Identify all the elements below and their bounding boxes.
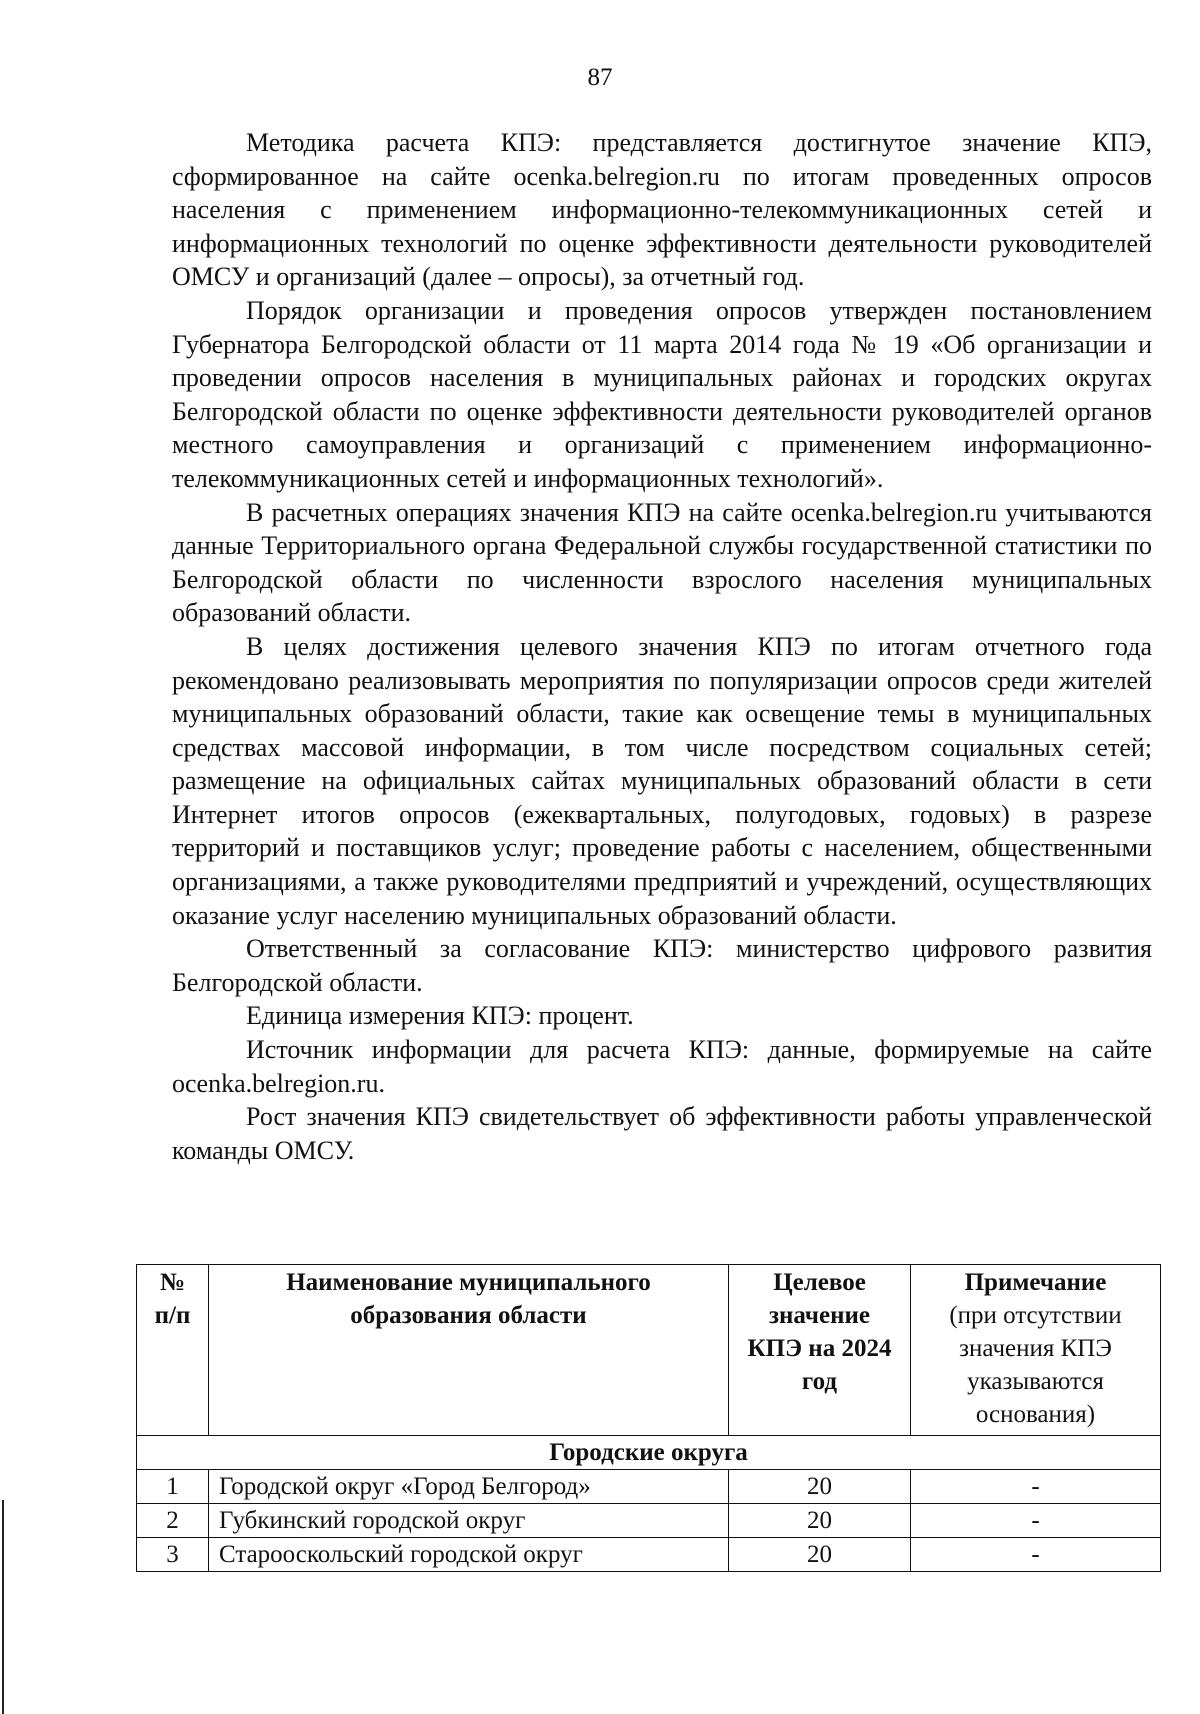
- row-municipality-name: Старооскольский городской округ: [209, 1538, 729, 1572]
- paragraph-methodology: Методика расчета КПЭ: представляется достигнутое значение КПЭ, сформированное на сайте ocenka.belregion.ru по итогам проведенных опросов населения с применением информационно-телекоммуникационных сетей и информационных технологий по оценке эффективности деятельности руководителей ОМСУ и организаций (далее – опросы), за отчетный год.: [172, 128, 1152, 292]
- row-note: -: [911, 1504, 1161, 1538]
- row-municipality-name: Городской округ «Город Белгород»: [209, 1470, 729, 1504]
- group-row-city-districts: [137, 1436, 1161, 1470]
- page-number: 87: [587, 64, 613, 91]
- paragraph-responsible: Ответственный за согласование КПЭ: министерство цифрового развития Белгородской области.: [172, 934, 1152, 997]
- row-number: 1: [137, 1470, 209, 1504]
- row-target-value: 20: [729, 1538, 911, 1572]
- paragraph-unit: Единица измерения КПЭ: процент.: [246, 1001, 634, 1031]
- header-municipality-name: Наименование муниципального образования области: [209, 1265, 729, 1436]
- paragraph-calculation-data: В расчетных операциях значения КПЭ на сайте ocenka.belregion.ru учитываются данные Территориального органа Федеральной службы государственной статистики по Белгородской области по численности взрослого населения муниципальных образований области.: [172, 497, 1152, 628]
- header-note: [911, 1265, 1161, 1436]
- row-number: 3: [137, 1538, 209, 1572]
- body-text: [172, 126, 1152, 1167]
- kpi-target-table: [136, 1264, 1161, 1572]
- row-target-value: 20: [729, 1470, 911, 1504]
- header-number-line2: п/п: [154, 1302, 191, 1329]
- header-number: [137, 1265, 209, 1436]
- table-row: [137, 1470, 1161, 1504]
- row-municipality-name: Губкинский городской округ: [209, 1504, 729, 1538]
- row-target-value: 20: [729, 1504, 911, 1538]
- header-note-subtitle: (при отсутствии значения КПЭ указываются основания): [949, 1302, 1122, 1428]
- header-target-value: Целевое значение КПЭ на 2024 год: [729, 1265, 911, 1436]
- paragraph-survey-order: Порядок организации и проведения опросов утвержден постановлением Губернатора Белгородской области от 11 марта 2014 года № 19 «Об организации и проведении опросов населения в муниципальных районах и городских округах Белгородской области по оценке эффективности деятельности руководителей органов местного самоуправления и организаций с применением информационно-телекоммуникационных сетей и информационных технологий».: [172, 295, 1152, 493]
- header-number-line1: №: [159, 1269, 186, 1296]
- paragraph-recommendations: В целях достижения целевого значения КПЭ по итогам отчетного года рекомендовано реализовывать мероприятия по популяризации опросов среди жителей муниципальных образований области, такие как освещение темы в муниципальных средствах массовой информации, в том числе посредством социальных сетей; размещение на официальных сайтах муниципальных образований области в сети Интернет итогов опросов (ежеквартальных, полугодовых, годовых) в разрезе территорий и поставщиков услуг; проведение работы с населением, общественными организациями, а также руководителями предприятий и учреждений, осуществляющих оказание услуг населению муниципальных образований области.: [172, 631, 1152, 930]
- scan-edge-mark: [2, 1500, 4, 1714]
- paragraph-source: Источник информации для расчета КПЭ: данные, формируемые на сайте ocenka.belregion.ru.: [172, 1035, 1152, 1098]
- row-number: 2: [137, 1504, 209, 1538]
- row-note: -: [911, 1470, 1161, 1504]
- table-row: [137, 1538, 1161, 1572]
- row-note: -: [911, 1538, 1161, 1572]
- header-note-title: Примечание: [964, 1269, 1107, 1296]
- paragraph-growth: Рост значения КПЭ свидетельствует об эффективности работы управленческой команды ОМСУ.: [172, 1102, 1152, 1165]
- table-row: [137, 1504, 1161, 1538]
- group-label: Городские округа: [137, 1436, 1161, 1470]
- table-header-row: [137, 1265, 1161, 1436]
